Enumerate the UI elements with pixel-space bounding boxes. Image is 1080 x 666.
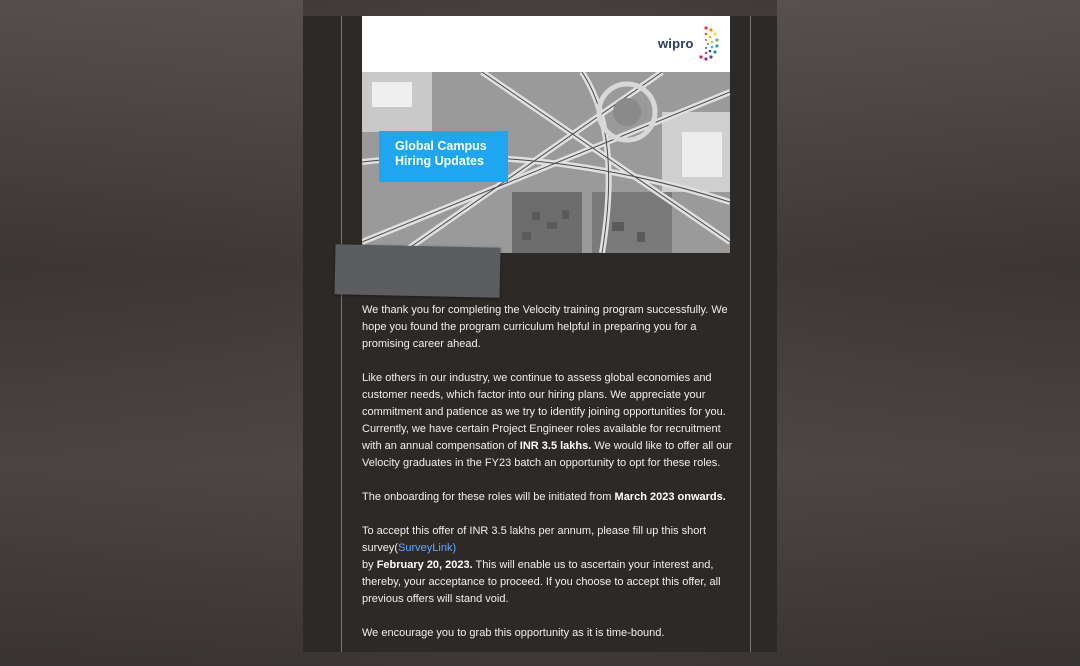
right-border-line [750, 16, 751, 652]
paragraph-4 [362, 523, 734, 608]
paragraph-2 [362, 370, 734, 472]
background-blur-right [777, 0, 1080, 666]
redaction-overlay [334, 244, 500, 297]
survey-link[interactable]: SurveyLink) [398, 542, 457, 554]
onboarding-date: March 2023 onwards. [614, 491, 726, 503]
email-header [362, 16, 730, 72]
background-blur-left [0, 0, 303, 666]
hero-image [362, 72, 730, 253]
badge-line-2: Hiring Updates [395, 154, 484, 168]
paragraph-2-text-b: We would like to offer all our Velocity graduates in the FY23 batch an opportunity to opt for these roles. [362, 440, 733, 469]
paragraph-3 [362, 489, 734, 506]
paragraph-4-text-a: To accept this offer of INR 3.5 lakhs per annum, please fill up this short survey( [362, 525, 707, 554]
paragraph-5: We encourage you to grab this opportunity as it is time-bound. [362, 627, 665, 639]
email-card [303, 16, 777, 652]
paragraph-2-text-a: Like others in our industry, we continue to assess global economies and customer needs, which factor into our hiring plans. We appreciate your commitment and patience as we try to identify joining opportunities for you. Currently, we have certain Project Engineer roles available for recruitment with an annual compensation of [362, 372, 726, 452]
deadline-date: February 20, 2023. [376, 559, 473, 571]
compensation-amount: INR 3.5 lakhs. [519, 440, 592, 452]
wipro-logo [658, 22, 720, 66]
paragraph-3-text: The onboarding for these roles will be initiated from [362, 491, 615, 503]
logo-text: wipro [658, 36, 694, 51]
badge-line-1: Global Campus [395, 139, 487, 153]
logo-dots-icon [692, 22, 720, 66]
paragraph-1: We thank you for completing the Velocity training program successfully. We hope you found the program curriculum helpful in preparing you for a promising career ahead. [362, 304, 728, 350]
hero-title-badge [379, 131, 508, 182]
paragraph-4-text-c: This will enable us to ascertain your interest and, thereby, your acceptance to proceed. If you choose to accept this offer, all previous offers will stand void. [362, 559, 721, 605]
paragraph-4-text-b: by [362, 559, 377, 571]
left-border-line [341, 16, 342, 652]
email-body [362, 302, 734, 652]
